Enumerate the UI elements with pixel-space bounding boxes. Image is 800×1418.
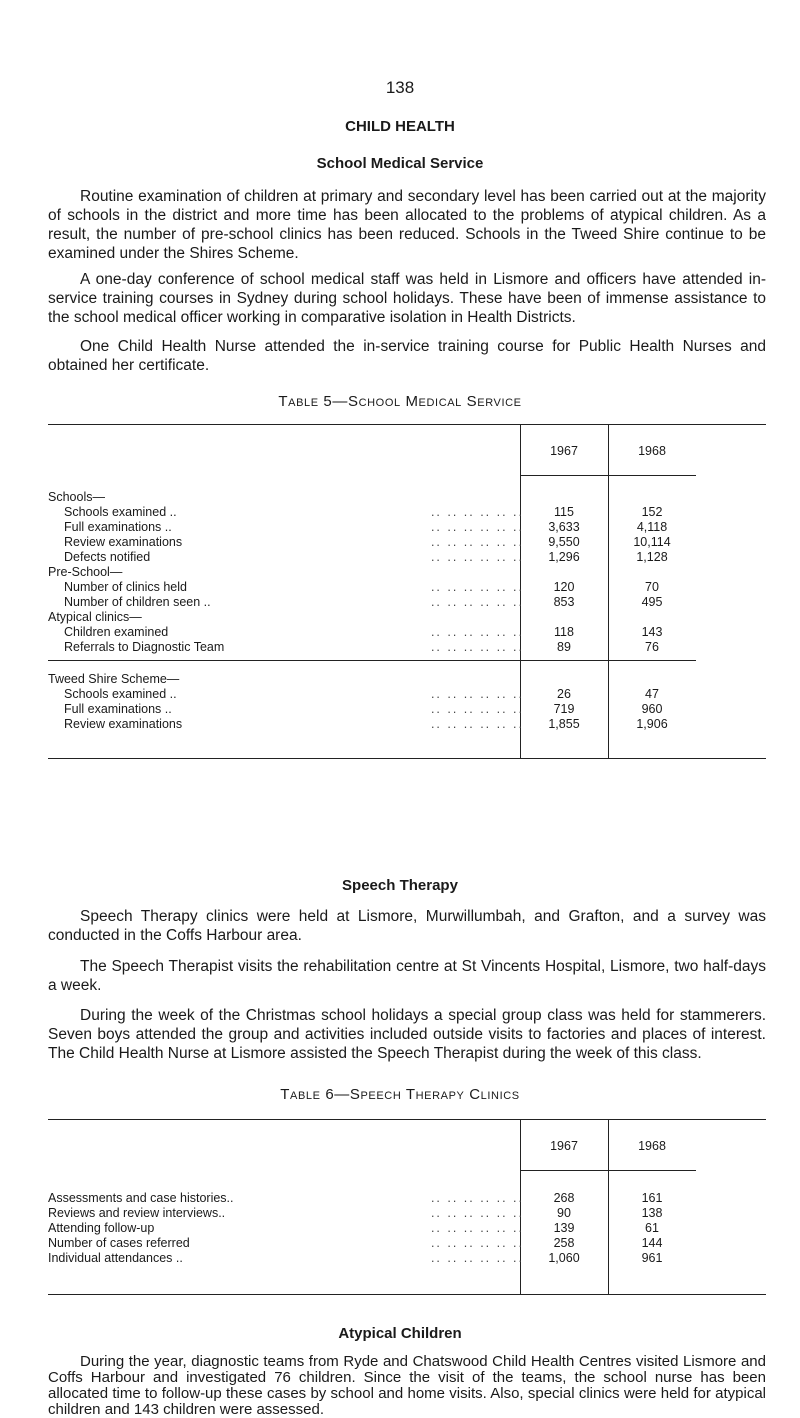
table-row — [48, 610, 766, 624]
cell-1967: 719 — [553, 702, 575, 716]
cell-1968: 1,906 — [636, 717, 668, 731]
leader-dots: .. .. .. .. .. .. — [430, 520, 524, 534]
table-school-medical-service — [48, 424, 766, 759]
cell-1968: 144 — [641, 1236, 663, 1250]
cell-1968: 47 — [645, 687, 659, 701]
leader-dots: .. .. .. .. .. .. — [430, 717, 524, 731]
paragraph — [48, 957, 766, 995]
column-header-1967: 1967 — [550, 444, 578, 458]
cell-1968: 76 — [645, 640, 659, 654]
row-label: Children examined — [64, 625, 169, 639]
page-heading: CHILD HEALTH — [345, 118, 455, 135]
table-row — [48, 490, 766, 504]
header-rule — [520, 1170, 696, 1171]
cell-1968: 1,128 — [636, 550, 668, 564]
cell-1968: 143 — [641, 625, 663, 639]
leader-dots: .. .. .. .. .. .. — [430, 702, 524, 716]
cell-1967: 268 — [553, 1191, 575, 1205]
leader-dots: .. .. .. .. .. .. — [430, 1236, 524, 1250]
cell-1967: 3,633 — [548, 520, 580, 534]
table-row — [48, 1221, 766, 1235]
leader-dots: .. .. .. .. .. .. — [430, 625, 524, 639]
leader-dots: .. .. .. .. .. .. — [430, 580, 524, 594]
cell-1968: 61 — [645, 1221, 659, 1235]
row-label: Tweed Shire Scheme— — [48, 672, 180, 686]
cell-1968: 161 — [641, 1191, 663, 1205]
table-row — [48, 702, 766, 716]
cell-1968: 152 — [641, 505, 663, 519]
table-row — [48, 640, 766, 654]
table-row — [48, 580, 766, 594]
row-label: Schools examined .. — [64, 687, 177, 701]
cell-1967: 139 — [553, 1221, 575, 1235]
table-row — [48, 595, 766, 609]
column-header-1968: 1968 — [638, 1139, 666, 1153]
table-row — [48, 1236, 766, 1250]
row-label: Reviews and review interviews.. — [48, 1206, 226, 1220]
leader-dots: .. .. .. .. .. .. — [430, 1191, 524, 1205]
table-row — [48, 717, 766, 731]
row-label: Number of children seen .. — [64, 595, 211, 609]
column-header-1967: 1967 — [550, 1139, 578, 1153]
leader-dots: .. .. .. .. .. .. — [430, 1251, 524, 1265]
section-title-school-medical: School Medical Service — [316, 155, 484, 172]
cell-1968: 961 — [641, 1251, 663, 1265]
cell-1967: 258 — [553, 1236, 575, 1250]
paragraph — [48, 907, 766, 945]
paragraph-text: One Child Health Nurse attended the in-service training course for Public Health Nurses and obtained her certificate. — [48, 338, 766, 374]
leader-dots: .. .. .. .. .. .. — [430, 640, 524, 654]
leader-dots: .. .. .. .. .. .. — [430, 595, 524, 609]
table-row — [48, 672, 766, 686]
leader-dots: .. .. .. .. .. .. — [430, 535, 524, 549]
leader-dots: .. .. .. .. .. .. — [430, 687, 524, 701]
row-label: Atypical clinics— — [48, 610, 142, 624]
leader-dots: .. .. .. .. .. .. — [430, 1221, 524, 1235]
row-label: Individual attendances .. — [48, 1251, 183, 1265]
table-row — [48, 505, 766, 519]
table-row — [48, 535, 766, 549]
table-row — [48, 565, 766, 579]
row-label: Attending follow-up — [48, 1221, 155, 1235]
row-label: Number of cases referred — [48, 1236, 190, 1250]
cell-1968: 10,114 — [633, 535, 671, 549]
row-label: Schools examined .. — [64, 505, 177, 519]
table-row — [48, 687, 766, 701]
row-label: Review examinations — [64, 535, 183, 549]
cell-1968: 495 — [641, 595, 663, 609]
cell-1967: 90 — [557, 1206, 571, 1220]
column-header-1968: 1968 — [638, 444, 666, 458]
cell-1968: 70 — [645, 580, 659, 594]
table-rule — [48, 1119, 766, 1120]
row-label: Number of clinics held — [64, 580, 187, 594]
table-rule — [48, 424, 766, 425]
paragraph — [48, 1006, 766, 1063]
table-speech-therapy-clinics — [48, 1119, 766, 1295]
row-label: Review examinations — [64, 717, 183, 731]
cell-1967: 1,296 — [548, 550, 580, 564]
paragraph-text: Routine examination of children at primary and secondary level has been carried out at the majority of schools in the district and more time has been allocated to the problems of atypical children. As a result, the number of pre-school clinics has been reduced. Schools in the Tweed Shire continue to be examined under the Shires Scheme. — [48, 188, 766, 262]
paragraph-text: During the week of the Christmas school holidays a special group class was held for stammerers. Seven boys attended the group and activities included outside visits to factories and places of interest. The Child Health Nurse at Lismore assisted the Speech Therapist during the week of this class. — [48, 1007, 766, 1062]
section-title-atypical-children: Atypical Children — [338, 1325, 462, 1342]
row-label: Referrals to Diagnostic Team — [64, 640, 225, 654]
cell-1967: 115 — [554, 505, 574, 519]
table-rule — [48, 758, 766, 759]
cell-1967: 853 — [553, 595, 575, 609]
table-rule — [48, 1294, 766, 1295]
cell-1967: 89 — [557, 640, 571, 654]
cell-1967: 118 — [554, 625, 574, 639]
table-caption: Table 5—School Medical Service — [278, 393, 522, 410]
leader-dots: .. .. .. .. .. .. — [430, 505, 524, 519]
paragraph — [48, 187, 766, 263]
cell-1967: 1,060 — [548, 1251, 580, 1265]
row-label: Schools— — [48, 490, 105, 504]
cell-1967: 9,550 — [548, 535, 580, 549]
table-caption: Table 6—Speech Therapy Clinics — [280, 1086, 520, 1103]
page-number: 138 — [385, 78, 415, 97]
cell-1968: 138 — [641, 1206, 663, 1220]
cell-1967: 120 — [553, 580, 575, 594]
table-row — [48, 1191, 766, 1205]
table-row — [48, 1206, 766, 1220]
paragraph-text: A one-day conference of school medical staff was held in Lismore and officers have attended in-service training courses in Sydney during school holidays. These have been of immense assistance to the school medical officer working in comparative isolation in Health Districts. — [48, 271, 766, 326]
cell-1967: 1,855 — [548, 717, 580, 731]
table-row — [48, 1251, 766, 1265]
table-rule — [48, 660, 696, 661]
paragraph — [48, 1354, 766, 1418]
leader-dots: .. .. .. .. .. .. — [430, 550, 524, 564]
table-row — [48, 550, 766, 564]
paragraph-text: Speech Therapy clinics were held at Lismore, Murwillumbah, and Grafton, and a survey was conducted in the Coffs Harbour area. — [48, 908, 766, 944]
section-title-speech-therapy: Speech Therapy — [342, 877, 458, 894]
row-label: Full examinations .. — [64, 702, 172, 716]
row-label: Assessments and case histories.. — [48, 1191, 234, 1205]
table-row — [48, 520, 766, 534]
cell-1968: 4,118 — [636, 520, 668, 534]
row-label: Defects notified — [64, 550, 151, 564]
header-rule — [520, 475, 696, 476]
table-row — [48, 625, 766, 639]
cell-1967: 26 — [557, 687, 571, 701]
paragraph-text: The Speech Therapist visits the rehabilitation centre at St Vincents Hospital, Lismore, two half-days a week. — [48, 958, 766, 994]
cell-1968: 960 — [641, 702, 663, 716]
leader-dots: .. .. .. .. .. .. — [430, 1206, 524, 1220]
paragraph — [48, 337, 766, 375]
row-label: Full examinations .. — [64, 520, 172, 534]
paragraph-text: During the year, diagnostic teams from Ryde and Chatswood Child Health Centres visited Lismore and Coffs Harbour and investigated 76 children. Since the visit of the teams, the school nurse has been allocated time to follow-up these cases by school and home visits. Also, special clinics were held for atypical children and 143 children were assessed. — [48, 1353, 766, 1418]
row-label: Pre-School— — [48, 565, 123, 579]
paragraph — [48, 270, 766, 327]
